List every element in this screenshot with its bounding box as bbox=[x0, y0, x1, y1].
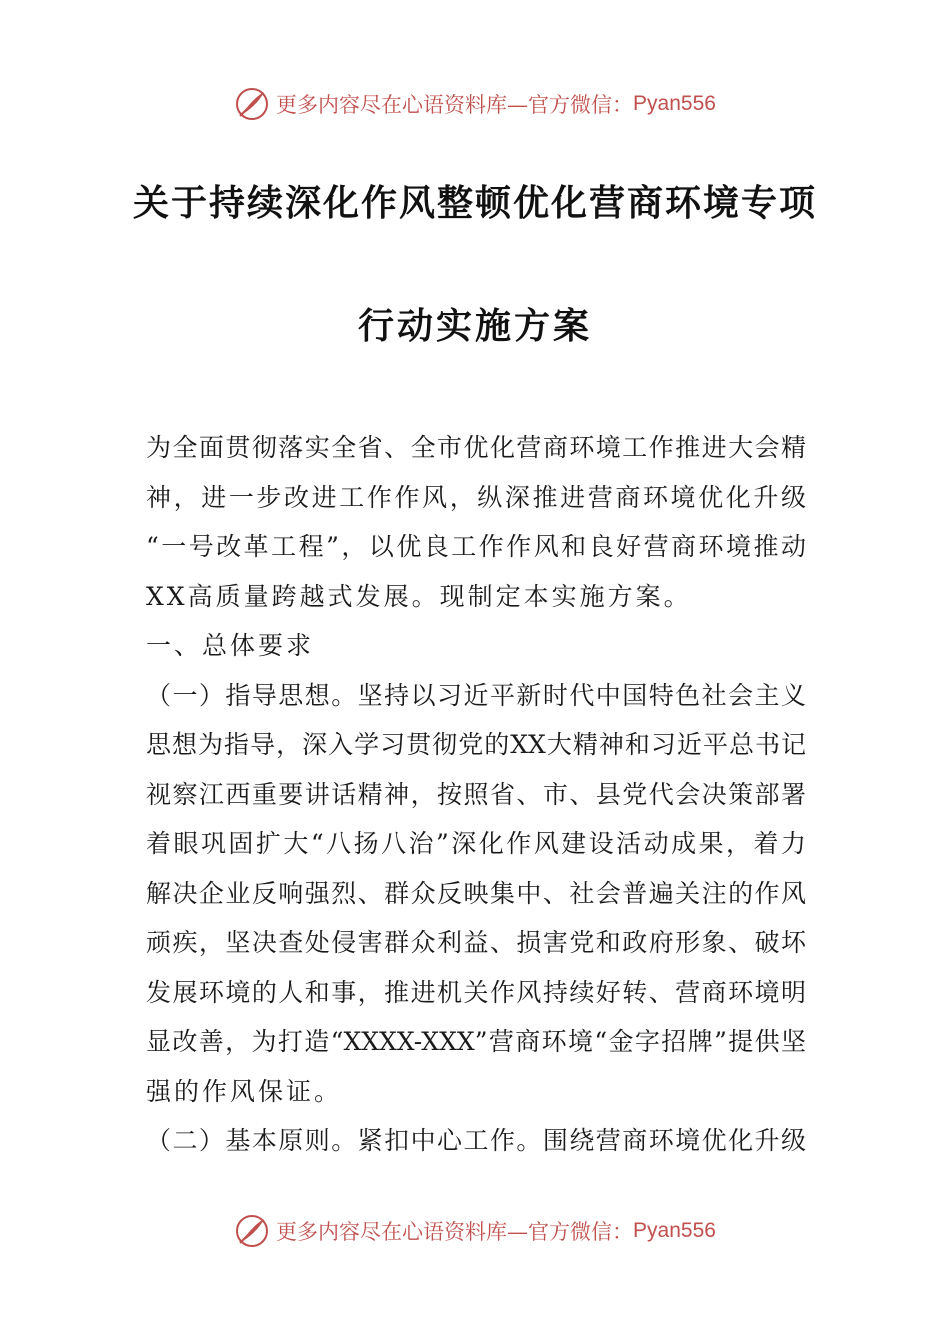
quill-logo-icon bbox=[234, 86, 270, 122]
watermark-text: 更多内容尽在心语资料库—官方微信： bbox=[276, 93, 634, 117]
body-line: 顽疾，坚决查处侵害群众利益、损害党和政府形象、破坏 bbox=[146, 928, 806, 957]
body-line: 显改善，为打造“XXXX-XXX”营商环境“金字招牌”提供坚 bbox=[146, 1027, 806, 1056]
body-line: 视察江西重要讲话精神，按照省、市、县党代会决策部署 bbox=[146, 779, 806, 809]
body-line: 神，进一步改进工作作风，纵深推进营商环境优化升级 bbox=[146, 482, 806, 512]
document-title-line-1: 关于持续深化作风整顿优化营商环境专项 bbox=[132, 183, 817, 224]
watermark-wechat-id: Pyan556 bbox=[633, 1219, 716, 1242]
body-line: “一号改革工程”，以优良工作作风和良好营商环境推动 bbox=[146, 532, 806, 561]
document-body bbox=[146, 423, 806, 1166]
body-line: （二）基本原则。紧扣中心工作。围绕营商环境优化升级 bbox=[146, 1126, 806, 1155]
body-line: 着眼巩固扩大“八扬八治”深化作风建设活动成果，着力 bbox=[146, 829, 806, 858]
section-heading: 一、总体要求 bbox=[146, 631, 315, 660]
header-watermark bbox=[0, 84, 950, 124]
body-line: XX高质量跨越式发展。现制定本实施方案。 bbox=[146, 581, 692, 611]
watermark-text: 更多内容尽在心语资料库—官方微信： bbox=[276, 1220, 634, 1244]
quill-logo-icon bbox=[234, 1213, 270, 1249]
document-title-line-2: 行动实施方案 bbox=[357, 306, 592, 347]
body-line: 思想为指导，深入学习贯彻党的XX大精神和习近平总书记 bbox=[146, 730, 806, 759]
footer-watermark bbox=[0, 1211, 950, 1251]
body-line: 为全面贯彻落实全省、全市优化营商环境工作推进大会精 bbox=[146, 433, 806, 462]
body-line: 发展环境的人和事，推进机关作风持续好转、营商环境明 bbox=[146, 977, 806, 1007]
watermark-wechat-id: Pyan556 bbox=[633, 92, 716, 115]
body-line: 强的作风保证。 bbox=[146, 1076, 343, 1106]
body-line: 解决企业反响强烈、群众反映集中、社会普遍关注的作风 bbox=[146, 878, 806, 908]
body-line: （一）指导思想。坚持以习近平新时代中国特色社会主义 bbox=[146, 680, 806, 710]
